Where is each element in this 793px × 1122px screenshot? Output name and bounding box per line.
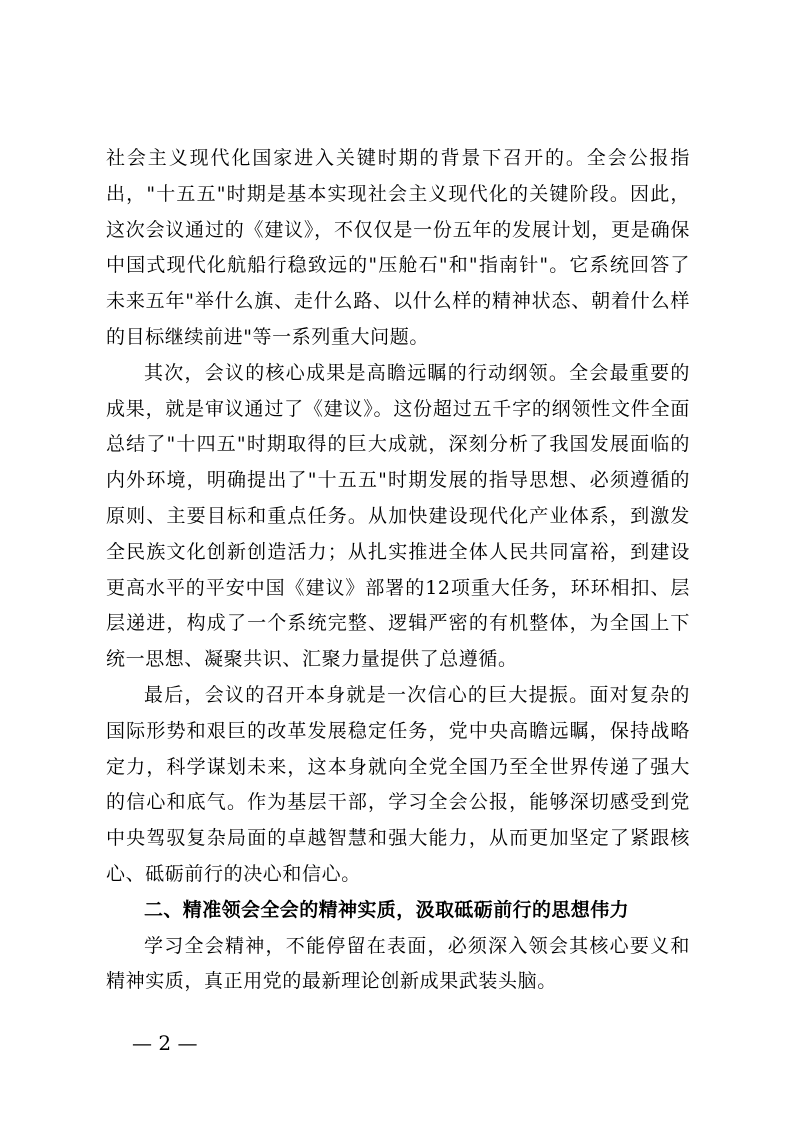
document-body bbox=[106, 141, 690, 1000]
paragraph-continuation: 社会主义现代化国家进入关键时期的背景下召开的。全会公报指出，"十五五"时期是基本实现社会主义现代化的关键阶段。因此，这次会议通过的《建议》，不仅仅是一份五年的发展计划，更是确保中国式现代化航船行稳致远的"压舱石"和"指南针"。它系统回答了未来五年"举什么旗、走什么路、以什么样的精神状态、朝着什么样的目标继续前进"等一系列重大问题。 bbox=[106, 147, 690, 348]
paragraph-third-point: 最后，会议的召开本身就是一次信心的巨大提振。面对复杂的国际形势和艰巨的改革发展稳定任务，党中央高瞻远瞩，保持战略定力，科学谋划未来，这本身就向全党全国乃至全世界传递了强大的信心和底气。作为基层干部，学习全会公报，能够深切感受到党中央驾驭复杂局面的卓越智慧和强大能力，从而更加坚定了紧跟核心、砥砺前行的决心和信心。 bbox=[106, 683, 690, 885]
paragraph-second-point: 其次，会议的核心成果是高瞻远瞩的行动纲领。全会最重要的成果，就是审议通过了《建议》。这份超过五千字的纲领性文件全面总结了"十四五"时期取得的巨大成就，深刻分析了我国发展面临的内外环境，明确提出了"十五五"时期发展的指导思想、必须遵循的原则、主要目标和重点任务。从加快建设现代化产业体系，到激发全民族文化创新创造活力；从扎实推进全体人民共同富裕，到建设更高水平的平安中国《建议》部署的12项重大任务，环环相扣、层层递进，构成了一个系统完整、逻辑严密的有机整体，为全国上下统一思想、凝聚共识、汇聚力量提供了总遵循。 bbox=[106, 361, 690, 671]
paragraph-section-intro: 学习全会精神，不能停留在表面，必须深入领会其核心要义和精神实质，真正用党的最新理论创新成果武装头脑。 bbox=[106, 934, 690, 993]
page-number: — 2 — bbox=[132, 1031, 198, 1055]
section-heading: 二、精准领会全会的精神实质，汲取砥砺前行的思想伟力 bbox=[144, 898, 630, 921]
